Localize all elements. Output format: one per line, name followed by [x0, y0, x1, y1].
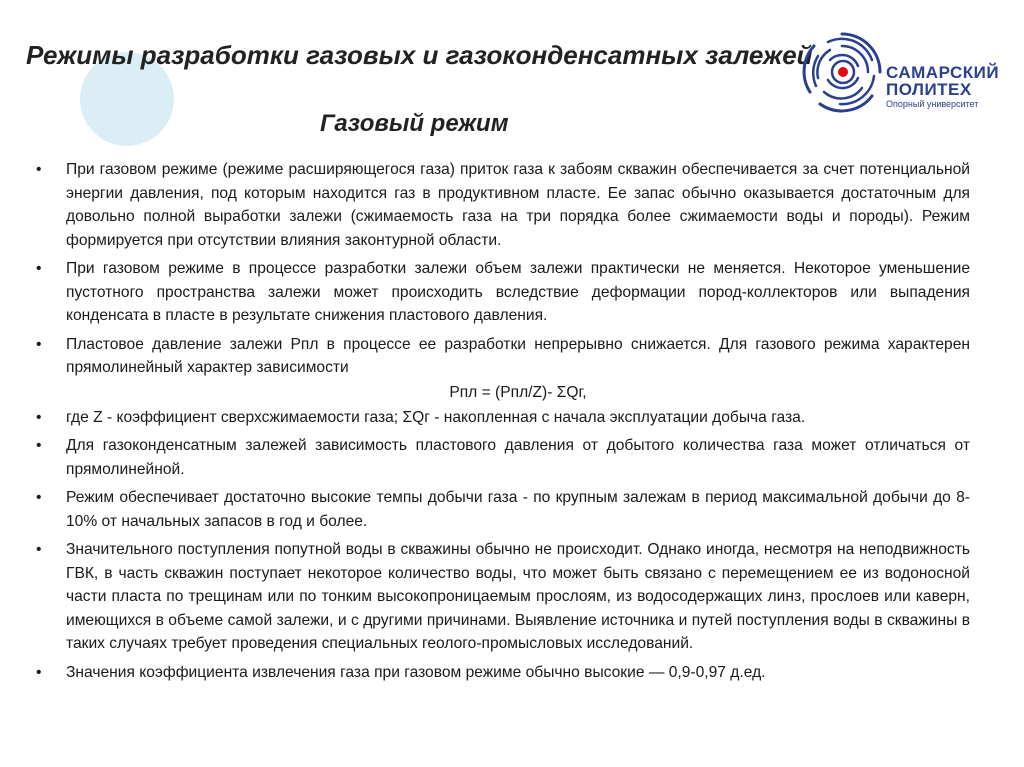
logo-tagline: Опорный университет	[886, 99, 979, 109]
list-item	[36, 406, 970, 430]
bullet-icon: •	[36, 663, 42, 681]
bullet-icon: •	[36, 260, 42, 277]
logo-text-line2: ПОЛИТЕХ	[886, 80, 972, 99]
list-item	[36, 538, 970, 656]
bullet-icon: •	[36, 541, 42, 558]
slide-subtitle: Газовый режим	[320, 110, 509, 137]
pressure-formula: Рпл = (Рпл/Z)- ΣQг,	[449, 383, 587, 401]
bullet-icon: •	[36, 335, 42, 353]
list-item	[36, 158, 970, 252]
list-item-text: Значительного поступления попутной воды в скважины обычно не происходит. Однако иногда, несмотря на неподвижность ГВК, в часть скважин поступает некоторое количество воды, что может быть связано с перемещением ее из водоносной части пласта по трещинам или по тонким высокопроницаемым прослоям, из водосодержащих линз, прослоев или каверн, имеющихся в объеме самой залежи, и с другими причинами. Выявление источника и путей поступления воды в скважины в таких случаях требует проведения специальных геолого-промысловых исследований.	[66, 541, 970, 652]
slide-title: Режимы разработки газовых и газоконденсатных залежей	[26, 40, 813, 70]
list-item-text: Пластовое давление залежи Рпл в процессе ее разработки непрерывно снижается. Для газового режима характерен прямолинейный характер зависимости	[66, 335, 970, 376]
logo-emblem-icon	[800, 30, 884, 114]
list-item	[36, 486, 970, 533]
list-item-text: Режим обеспечивает достаточно высокие темпы добычи газа - по крупным залежам в период максимальной добычи до 8-10% от начальных запасов в год и более.	[66, 489, 970, 530]
list-item	[36, 257, 970, 328]
list-item-text: Значения коэффициента извлечения газа при газовом режиме обычно высокие — 0,9-0,97 д.ед.	[66, 663, 766, 681]
logo-text-line1: САМАРСКИЙ	[886, 63, 1000, 82]
bullet-icon: •	[36, 161, 42, 178]
list-item	[36, 434, 970, 481]
list-item	[36, 661, 970, 685]
list-item	[36, 333, 970, 380]
bullet-icon: •	[36, 489, 42, 506]
samara-polytech-logo	[800, 30, 1015, 110]
bullet-icon: •	[36, 437, 42, 454]
list-item-text: Для газоконденсатным залежей зависимость пластового давления от добытого количества газа может отличаться от прямолинейной.	[66, 437, 970, 478]
bullet-icon: •	[36, 408, 42, 426]
list-item-text: При газовом режиме (режиме расширяющегося газа) приток газа к забоям скважин обеспечивается за счет потенциальной энергии давления, под которым находится газ в продуктивном пласте. Ее запас обычно оказывается достаточным для довольно полной выработки залежи (сжимаемость газа на три порядка более сжимаемости воды и породы). Режим формируется при отсутствии влияния законтурной области.	[66, 161, 970, 249]
bullet-list	[36, 158, 970, 689]
list-item-text: где Z - коэффициент сверхсжимаемости газа; ΣQг - накопленная с начала эксплуатации добыча газа.	[66, 408, 806, 426]
list-item-text: При газовом режиме в процессе разработки залежи объем залежи практически не меняется. Некоторое уменьшение пустотного пространства залежи может происходить вследствие деформации пород-коллекторов или выпадения конденсата в пласте в результате снижения пластового давления.	[66, 260, 970, 324]
